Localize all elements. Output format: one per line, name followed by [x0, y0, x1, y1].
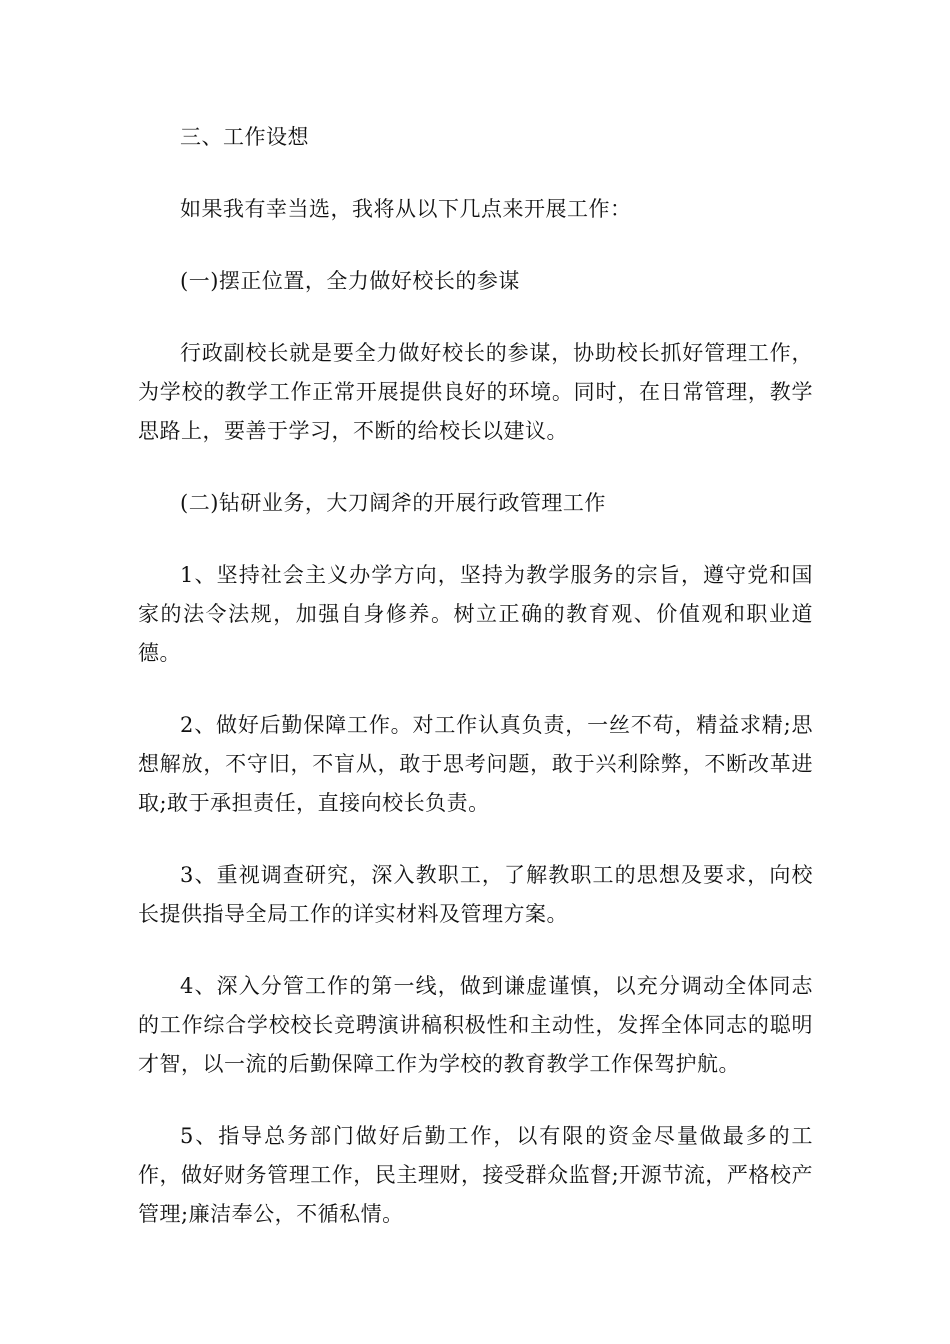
section-heading: 三、工作设想 — [180, 125, 309, 149]
list-item-5: 5、指导总务部门做好后勤工作，以有限的资金尽量做最多的工作，做好财务管理工作，民主理财，接受群众监督;开源节流，严格校产管理;廉洁奉公，不循私情。 — [138, 1124, 813, 1226]
subheading-1: (一)摆正位置，全力做好校长的参谋 — [180, 269, 520, 293]
list-item-2: 2、做好后勤保障工作。对工作认真负责，一丝不苟，精益求精;思想解放，不守旧，不盲从，敢于思考问题，敢于兴利除弊，不断改革进取;敢于承担责任，直接向校长负责。 — [138, 713, 813, 815]
list-item-3: 3、重视调查研究，深入教职工，了解教职工的思想及要求，向校长提供指导全局工作的详实材料及管理方案。 — [138, 863, 813, 926]
subheading-2: (二)钻研业务，大刀阔斧的开展行政管理工作 — [180, 491, 606, 515]
intro-paragraph: 如果我有幸当选，我将从以下几点来开展工作： — [180, 197, 632, 221]
list-item-1: 1、坚持社会主义办学方向，坚持为教学服务的宗旨，遵守党和国家的法令法规，加强自身修养。树立正确的教育观、价值观和职业道德。 — [138, 563, 813, 665]
document-body — [138, 118, 813, 1267]
list-item-4: 4、深入分管工作的第一线，做到谦虚谨慎，以充分调动全体同志的工作综合学校校长竞聘演讲稿积极性和主动性，发挥全体同志的聪明才智，以一流的后勤保障工作为学校的教育教学工作保驾护航。 — [138, 974, 813, 1076]
body-paragraph-1: 行政副校长就是要全力做好校长的参谋，协助校长抓好管理工作，为学校的教学工作正常开展提供良好的环境。同时，在日常管理，教学思路上，要善于学习，不断的给校长以建议。 — [138, 341, 813, 443]
